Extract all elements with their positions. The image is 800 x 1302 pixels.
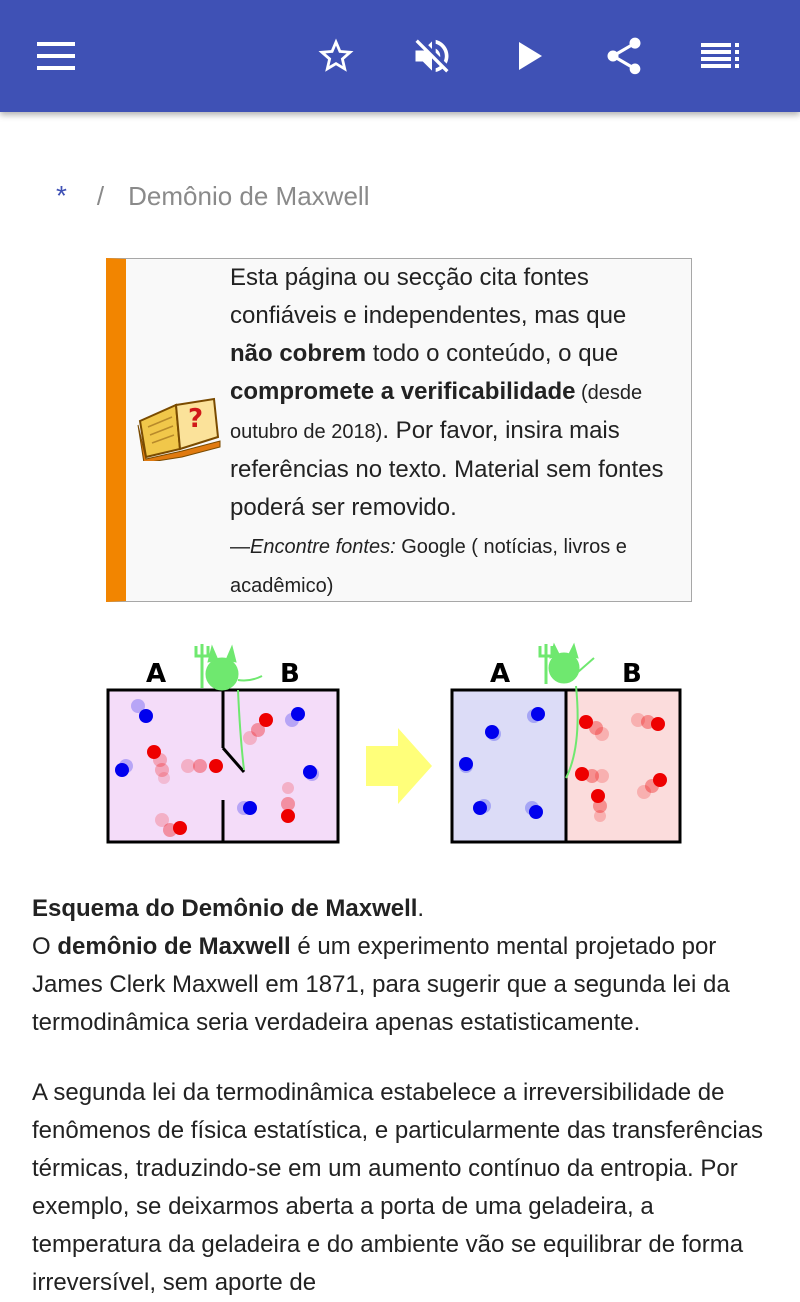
app-bar [0,0,800,112]
breadcrumb-current: Demônio de Maxwell [128,180,370,211]
find-sources-dash: — [230,536,250,558]
notice-bold-1: não cobrem [230,340,367,367]
left-label-b: B [280,659,300,689]
list-icon [701,43,739,69]
breadcrumb-separator: / [96,180,105,211]
right-label-a: A [490,659,511,689]
notice-text-3: . Por favor, insira mais referências no texto. Material sem fontes poderá ser removido. [230,417,664,521]
find-sources-label: Encontre fontes: [250,536,396,558]
mute-button[interactable] [404,28,460,84]
breadcrumb-home-link[interactable]: * [56,180,67,211]
share-button[interactable] [596,28,652,84]
favorite-button[interactable] [308,28,364,84]
notice-bold-2: compromete a verificabilidade [230,378,576,405]
play-button[interactable] [502,28,558,84]
book-question-icon [136,391,222,466]
intro-start: O [32,933,58,960]
intro-text: é um experimento mental projetado por James Clerk Maxwell em 1871, para sugerir que a segunda lei da termodinâmica seria verdadeira apenas estatisticamente. [32,933,730,1036]
find-sources-links[interactable]: Google ( notícias, livros e acadêmico) [230,536,627,597]
right-label-b: B [622,659,642,689]
play-icon [515,40,545,72]
figure-caption-end: . [417,895,425,922]
verifiability-notice [106,258,692,602]
volume-off-icon [410,34,454,78]
article-paragraph: A segunda lei da termodinâmica estabelece a irreversibilidade de fenômenos de física estatística, e particularmente das transferências térmicas, traduzindo-se em um aumento contínuo da entropia. Por exemplo, se deixarmos aberta a porta de uma geladeira, a temperatura da geladeira e do ambiente vão se equilibrar de forma irreversível, sem aporte de [32,1079,764,1296]
right-box-b [566,690,680,842]
star-icon [315,35,357,77]
notice-text [230,259,670,605]
figure-caption-title: Esquema do Demônio de Maxwell [32,895,418,922]
notice-text-1: Esta página ou secção cita fontes confiáveis e independentes, mas que [230,264,627,329]
notice-date: (desde outubro de 2018) [230,382,643,443]
maxwell-demon-diagram [100,636,700,856]
svg-text:?: ? [188,404,204,434]
contents-button[interactable] [692,28,748,84]
share-icon [602,34,646,78]
intro-term: demônio de Maxwell [57,933,291,960]
arrow-icon [366,728,432,804]
menu-icon [37,42,75,70]
figure-caption-and-intro [32,890,768,1042]
find-sources [230,536,627,597]
left-label-a: A [146,659,167,689]
breadcrumb [56,180,369,212]
menu-button[interactable] [28,28,84,84]
notice-text-2: todo o conteúdo, o que [366,340,619,367]
